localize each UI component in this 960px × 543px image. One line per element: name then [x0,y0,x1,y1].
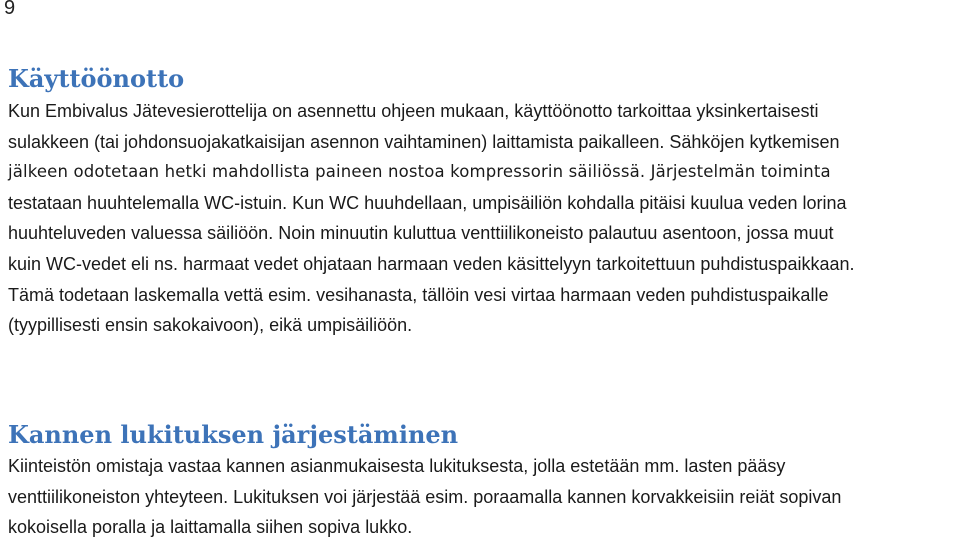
body-line: kuin WC-vedet eli ns. harmaat vedet ohjataan harmaan veden käsittelyyn tarkoitettuun puhdistuspaikkaan. [8,253,855,274]
page-number: 9 [4,0,16,19]
body-line: huuhteluveden valuessa säiliöön. Noin minuutin kuluttua venttiilikoneisto palautuu asentoon, jossa muut [8,223,834,244]
body-line: (tyypillisesti ensin sakokaivoon), eikä umpisäiliöön. [8,315,413,336]
body-line: sulakkeen (tai johdonsuojakatkaisijan asennon vaihtaminen) laittamista paikalleen. Sähköjen kytkemisen [8,131,840,152]
section-body [8,96,952,341]
body-line: kokoisella poralla ja laittamalla siihen sopiva lukko. [8,517,413,538]
body-line: venttiilikoneiston yhteyteen. Lukituksen voi järjestää esim. poraamalla kannen korvakkeisiin reiät sopivan [8,486,842,507]
section-heading: Kannen lukituksen järjestäminen [8,420,459,449]
section-heading: Käyttöönotto [8,64,185,93]
body-line: Kun Embivalus Jätevesierottelija on asennettu ohjeen mukaan, käyttöönotto tarkoittaa yksinkertaisesti [8,101,819,121]
body-line: jälkeen odotetaan hetki mahdollista paineen nostoa kompressorin säiliössä. Järjestelmän toiminta [8,162,831,182]
body-line: Kiinteistön omistaja vastaa kannen asianmukaisesta lukituksesta, jolla estetään mm. lasten pääsy [8,456,786,476]
section-kannen-lukitus [8,420,952,543]
section-body [8,451,952,543]
section-kayttoonotto [8,64,952,341]
body-line: testataan huuhtelemalla WC-istuin. Kun WC huuhdellaan, umpisäiliön kohdalla pitäisi kuulua veden lorina [8,192,847,213]
body-line: Tämä todetaan laskemalla vettä esim. vesihanasta, tällöin vesi virtaa harmaan veden puhdistuspaikalle [8,284,829,305]
